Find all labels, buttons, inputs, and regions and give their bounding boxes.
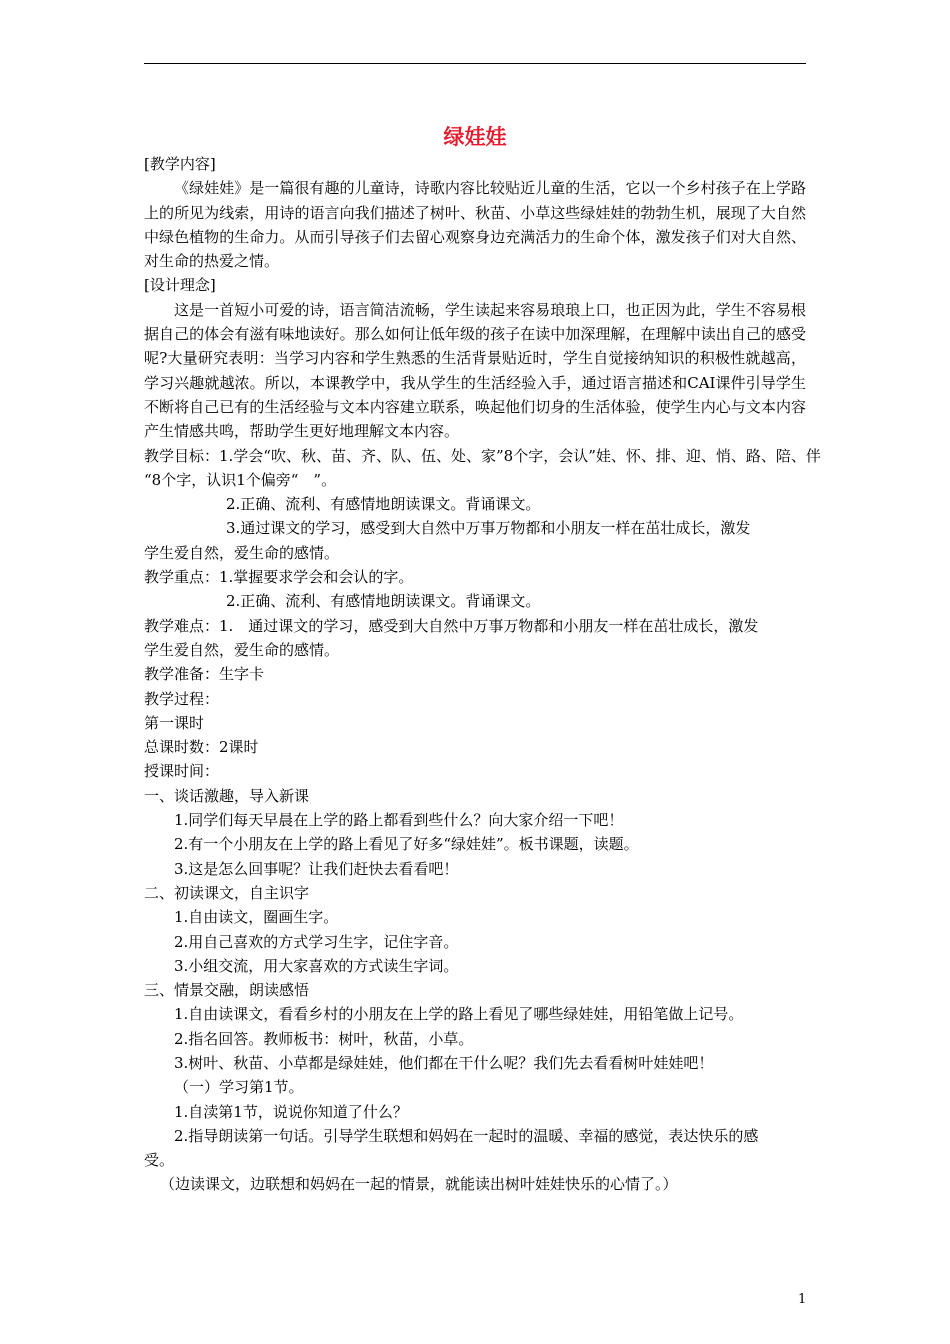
step-3-sub-item-1: 1.自渎第1节，说说你知道了什么？ bbox=[174, 1102, 408, 1121]
step-1-item-3: 3.这是怎么回事呢？让我们赶快去看看吧！ bbox=[174, 859, 459, 878]
total-lessons: 总课时数：2课时 bbox=[144, 738, 259, 757]
step-3-note: （边读课文，边联想和妈妈在一起的情景，就能读出树叶娃娃快乐的心情了。） bbox=[160, 1175, 678, 1194]
header-rule bbox=[144, 63, 806, 64]
step-2-heading: 二、初读课文，自主识字 bbox=[144, 883, 310, 902]
document-page bbox=[144, 122, 821, 1197]
step-2-item-1: 1.自由读文，圈画生字。 bbox=[174, 908, 339, 927]
goal-item-3: 3.通过课文的学习，感受到大自然中万事万物都和小朋友一样在茁壮成长，激发 bbox=[226, 519, 751, 538]
difficulty-1-cont: 学生爱自然，爱生命的感情。 bbox=[144, 640, 340, 659]
step-1-heading: 一、谈话激趣，导入新课 bbox=[144, 786, 310, 805]
page-number: 1 bbox=[798, 1292, 807, 1307]
key-point-2: 2.正确、流利、有感情地朗读课文。背诵课文。 bbox=[226, 592, 541, 611]
step-1-item-2: 2.有一个小朋友在上学的路上看见了好多“绿娃娃”。板书课题，读题。 bbox=[174, 835, 639, 854]
goals-line-1: 教学目标：1.学会“吹、秋、苗、齐、队、伍、处、家”8个字，会认”娃、怀、排、迎、悄、路、陪、伴 bbox=[144, 446, 821, 465]
process-heading: 教学过程： bbox=[144, 689, 220, 708]
goal-item-3-cont: 学生爱自然，爱生命的感情。 bbox=[144, 543, 340, 562]
section-heading-content: [教学内容] bbox=[144, 155, 216, 173]
lesson-heading: 第一课时 bbox=[144, 713, 205, 732]
step-3-sub-heading: （一）学习第1节。 bbox=[174, 1078, 304, 1097]
step-1-item-1: 1.同学们每天早晨在上学的路上都看到些什么？向大家介绍一下吧！ bbox=[174, 811, 624, 830]
design-paragraph: 这是一首短小可爱的诗，语言简洁流畅，学生读起来容易琅琅上口，也正因为此，学生不容易根据自己的体会有滋有味地读好。那么如何让低年级的孩子在读中加深理解，在理解中读出自己的感受呢?大量研究表明：当学习内容和学生熟悉的生活背景贴近时，学生自觉接纳知识的积极性就越高，学习兴趣就越浓。所以，本课教学中，我从学生的生活经验入手，通过语言描述和CAI课件引导学生不断将自己已有的生活经验与文本内容建立联系，唤起他们切身的生活体验，使学生内心与文本内容产生情感共鸣，帮助学生更好地理解文本内容。 bbox=[144, 300, 806, 441]
goal-item-2: 2.正确、流利、有感情地朗读课文。背诵课文。 bbox=[226, 495, 541, 514]
step-3-item-1: 1.自由读课文，看看乡村的小朋友在上学的路上看见了哪些绿娃娃，用铅笔做上记号。 bbox=[174, 1005, 744, 1024]
step-3-item-2: 2.指名回答。教师板书：树叶，秋苗，小草。 bbox=[174, 1029, 474, 1048]
step-3-sub-item-2-cont: 受。 bbox=[144, 1151, 175, 1170]
content-paragraph: 《绿娃娃》是一篇很有趣的儿童诗，诗歌内容比较贴近儿童的生活，它以一个乡村孩子在上学路上的所见为线索，用诗的语言向我们描述了树叶、秋苗、小草这些绿娃娃的勃勃生机，展现了大自然中绿色植物的生命力。从而引导孩子们去留心观察身边充满活力的生命个体，激发孩子们对大自然、对生命的热爱之情。 bbox=[144, 179, 806, 271]
section-heading-design: [设计理念] bbox=[144, 276, 216, 295]
difficulty-1: 教学难点：1. 通过课文的学习，感受到大自然中万事万物都和小朋友一样在茁壮成长，激发 bbox=[144, 616, 759, 635]
preparation: 教学准备：生字卡 bbox=[144, 665, 265, 684]
step-2-item-3: 3.小组交流，用大家喜欢的方式读生字词。 bbox=[174, 956, 459, 975]
goals-line-2: “8个字，认识1个偏旁“ ”。 bbox=[144, 470, 337, 489]
lesson-time: 授课时间： bbox=[144, 762, 220, 781]
step-2-item-2: 2.用自己喜欢的方式学习生字，记住字音。 bbox=[174, 932, 459, 951]
step-3-sub-item-2: 2.指导朗读第一句话。引导学生联想和妈妈在一起时的温暖、幸福的感觉，表达快乐的感 bbox=[174, 1126, 759, 1145]
document-title: 绿娃娃 bbox=[443, 124, 507, 149]
key-point-1: 教学重点：1.掌握要求学会和会认的字。 bbox=[144, 568, 414, 587]
step-3-item-3: 3.树叶、秋苗、小草都是绿娃娃，他们都在干什么呢？我们先去看看树叶娃娃吧！ bbox=[174, 1053, 714, 1072]
step-3-heading: 三、情景交融，朗读感悟 bbox=[144, 981, 310, 1000]
